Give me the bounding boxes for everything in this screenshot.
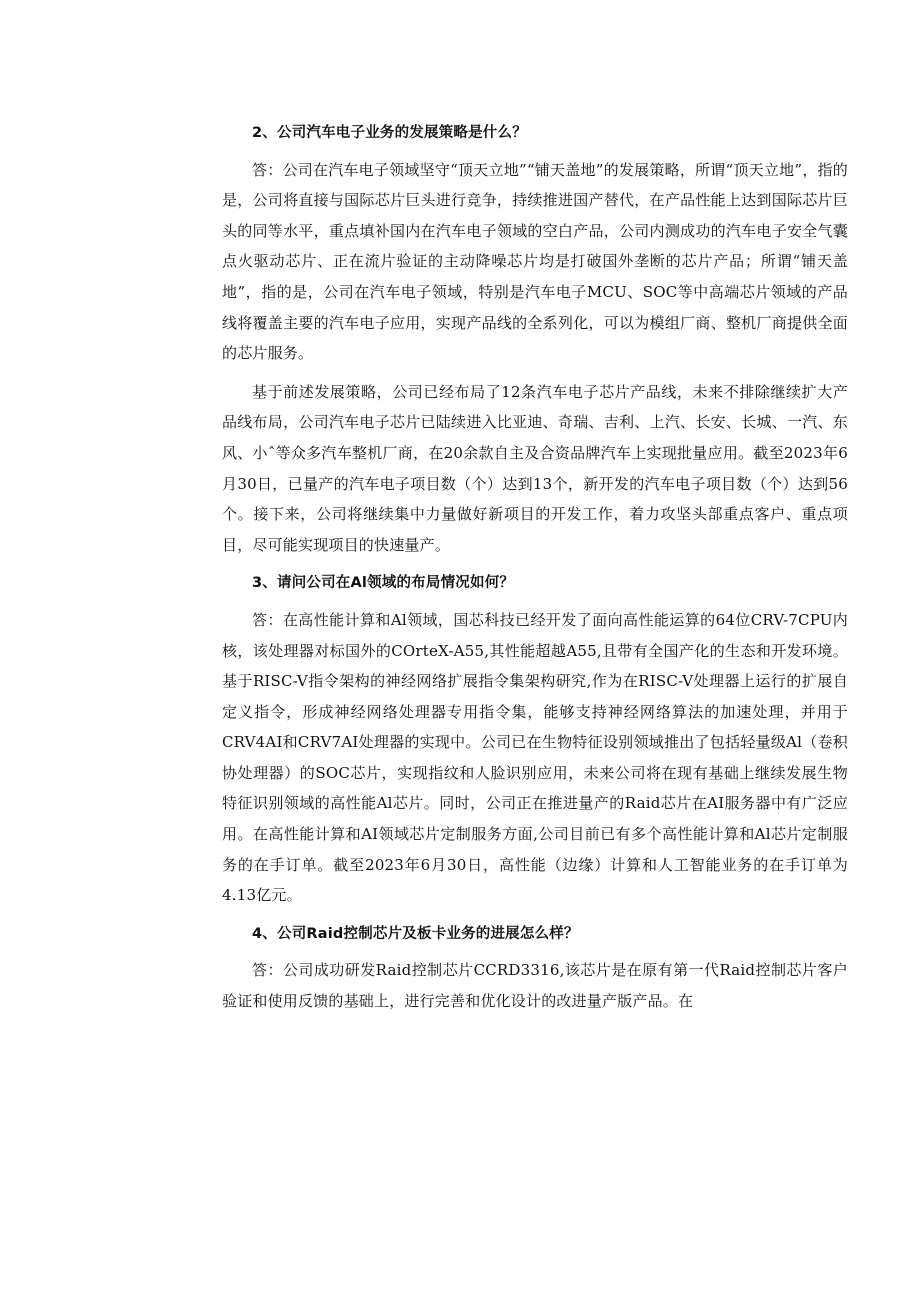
answer-2-paragraph-2: 基于前述发展策略，公司已经布局了12条汽车电子芯片产品线，未来不排除继续扩大产品线布局，公司汽车电子芯片已陆续进入比亚迪、奇瑞、吉利、上汽、长安、长城、一汽、东风、小ˆ等众多汽车整机厂商，在20余款自主及合资品牌汽车上实现批量应用。截至2023年6月30日，已量产的汽车电子项目数（个）达到13个，新开发的汽车电子项目数（个）达到56个。接下来，公司将继续集中力量做好新项目的开发工作，着力攻坚头部重点客户、重点项目，尽可能实现项目的快速量产。 xyxy=(222,382,848,554)
question-4-heading: 4、公司Raid控制芯片及板卡业务的进展怎么样？ xyxy=(252,925,579,942)
answer-2-paragraph-1: 答：公司在汽车电子领域坚守“顶天立地”“铺天盖地”的发展策略，所谓“顶天立地”，指的是，公司将直接与国际芯片巨头进行竞争，持续推进国产替代，在产品性能上达到国际芯片巨头的同等水平，重点填补国内在汽车电子领域的空白产品，公司内测成功的汽车电子安全气囊点火驱动芯片、正在流片验证的主动降噪芯片均是打破国外垄断的芯片产品；所谓“铺天盖地”，指的是，公司在汽车电子领域，特别是汽车电子MCU、SOC等中高端芯片领域的产品线将覆盖主要的汽车电子应用，实现产品线的全系列化，可以为模组厂商、整机厂商提供全面的芯片服务。 xyxy=(222,160,848,363)
answer-3-paragraph-1: 答：在高性能计算和Al领域，国芯科技已经开发了面向高性能运算的64位CRV-7CPU内核，该处理器对标国外的COrteX-A55,其性能超越A55,且带有全国产化的生态和开发环境。基于RISC-V指令架构的神经网络扩展指令集架构研究,作为在RISC-V处理器上运行的扩展自定义指令，形成神经网络处理器专用指令集，能够支持神经网络算法的加速处理，并用于CRV4AI和CRV7AI处理器的实现中。公司已在生物特征设别领域推出了包括轻量级Al（卷积协处理器）的SOC芯片，实现指纹和人脸识别应用，未来公司将在现有基础上继续发展生物特征识别领域的高性能Al芯片。同时，公司正在推进量产的Raid芯片在AI服务器中有广泛应用。在高性能计算和AI领域芯片定制服务方面,公司目前已有多个高性能计算和Al芯片定制服务的在手订单。截至2023年6月30日，高性能（边缘）计算和人工智能业务的在手订单为4.13亿元。 xyxy=(222,610,848,905)
answer-4-paragraph-1: 答：公司成功研发Raid控制芯片CCRD3316,该芯片是在原有第一代Raid控制芯片客户验证和使用反馈的基础上，进行完善和优化设计的改进量产版产品。在 xyxy=(222,961,848,1011)
question-2-heading: 2、公司汽车电子业务的发展策略是什么？ xyxy=(252,125,527,141)
document-body xyxy=(222,118,848,1017)
question-3-heading: 3、请问公司在Al领域的布局情况如何？ xyxy=(252,575,515,592)
